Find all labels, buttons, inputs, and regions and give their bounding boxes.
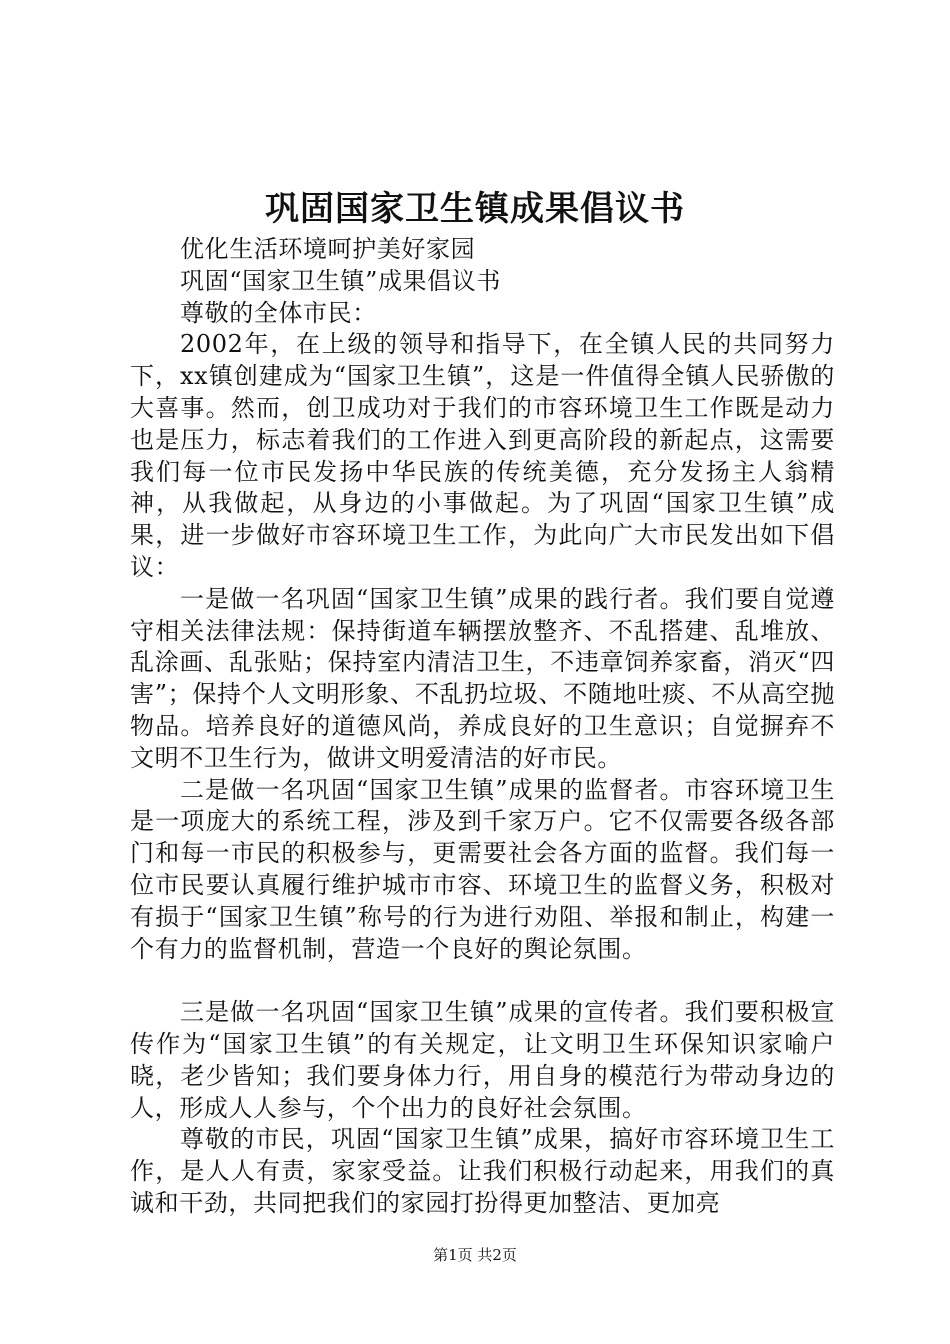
paragraph-closing: 尊敬的市民，巩固“国家卫生镇”成果，搞好市容环境卫生工作，是人人有责，家家受益。让我们积极行动起来，用我们的真诚和干劲，共同把我们的家园打扮得更加整洁、更加亮 <box>130 1125 835 1217</box>
blank-line <box>130 965 835 997</box>
page-footer: 第1页 共2页 <box>433 1246 517 1264</box>
paragraph-promoter: 三是做一名巩固“国家卫生镇”成果的宣传者。我们要积极宣传作为“国家卫生镇”的有关规定，让文明卫生环保知识家喻户晓，老少皆知；我们要身体力行，用自身的模范行为带动身边的人，形成人人参与，个个出力的良好社会氛围。 <box>130 998 835 1122</box>
subtitle-heading: 巩固“国家卫生镇”成果倡议书 <box>180 266 501 295</box>
salutation: 尊敬的全体市民： <box>180 298 377 327</box>
document-title: 巩固国家卫生镇成果倡议书 <box>265 189 685 229</box>
document-body <box>130 234 835 1220</box>
paragraph-intro: 2002年，在上级的领导和指导下，在全镇人民的共同努力下，xx镇创建成为“国家卫生镇”，这是一件值得全镇人民骄傲的大喜事。然而，创卫成功对于我们的市容环境卫生工作既是动力也是压力，标志着我们的工作进入到更高阶段的新起点，这需要我们每一位市民发扬中华民族的传统美德，充分发扬主人翁精神，从我做起，从身边的小事做起。为了巩固“国家卫生镇”成果，进一步做好市容环境卫生工作，为此向广大市民发出如下倡议： <box>130 330 835 581</box>
paragraph-practitioner: 一是做一名巩固“国家卫生镇”成果的践行者。我们要自觉遵守相关法律法规：保持街道车辆摆放整齐、不乱搭建、乱堆放、乱涂画、乱张贴；保持室内清洁卫生，不违章饲养家畜，消灭“四害”；保持个人文明形象、不乱扔垃圾、不随地吐痰、不从高空抛物品。培养良好的道德风尚，养成良好的卫生意识；自觉摒弃不文明不卫生行为，做讲文明爱清洁的好市民。 <box>130 584 835 772</box>
subtitle-slogan: 优化生活环境呵护美好家园 <box>180 235 476 263</box>
paragraph-supervisor: 二是做一名巩固“国家卫生镇”成果的监督者。市容环境卫生是一项庞大的系统工程，涉及到千家万户。它不仅需要各级各部门和每一市民的积极参与，更需要社会各方面的监督。我们每一位市民要认真履行维护城市市容、环境卫生的监督义务，积极对有损于“国家卫生镇”称号的行为进行劝阻、举报和制止，构建一个有力的监督机制，营造一个良好的舆论氛围。 <box>130 775 835 963</box>
